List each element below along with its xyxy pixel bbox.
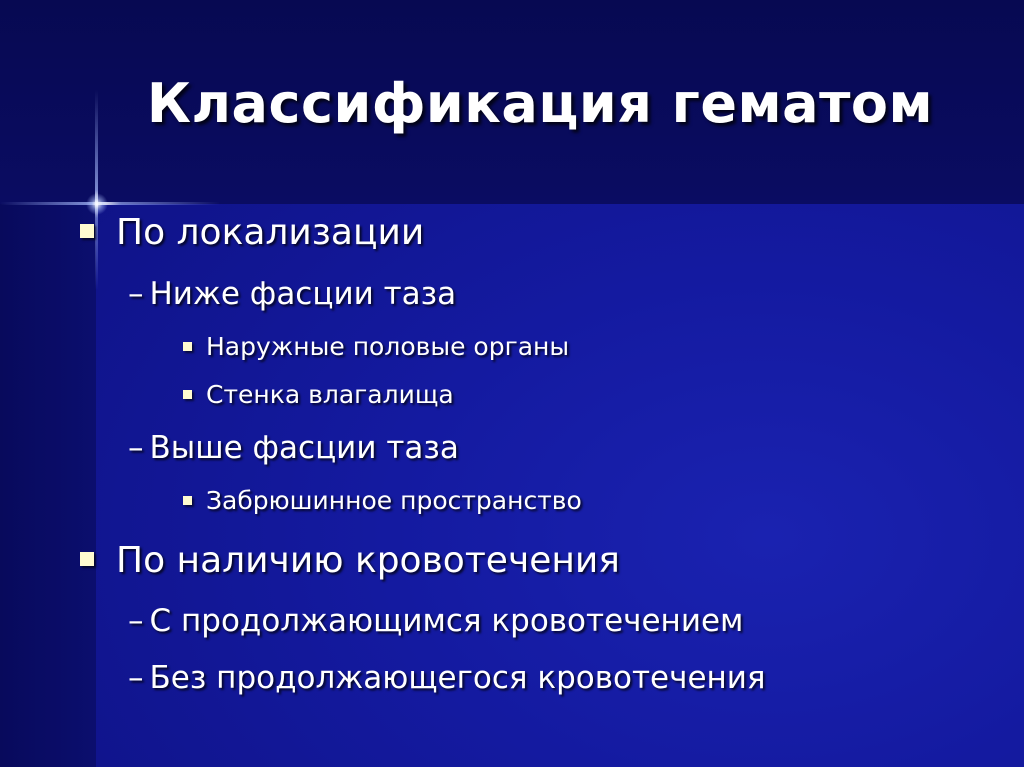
sub-item-text: Ниже фасции таза (149, 276, 457, 312)
sub-item (128, 430, 459, 466)
dash-marker: – (128, 276, 144, 312)
square-bullet-icon (183, 342, 192, 351)
sub-item (128, 660, 766, 696)
slide-title: Классификация гематом (146, 72, 934, 135)
light-flare-horizontal (0, 202, 220, 205)
dash-marker: – (128, 660, 144, 696)
sub-item (128, 276, 456, 312)
square-bullet-icon (80, 552, 94, 566)
sub-item-text: С продолжающимся кровотечением (149, 603, 744, 639)
square-bullet-icon (80, 224, 94, 238)
sub-sub-item-text: Наружные половые органы (206, 332, 570, 361)
bullet-text: По локализации (116, 212, 425, 253)
sub-sub-item-text: Забрюшинное пространство (206, 486, 582, 515)
dash-marker: – (128, 430, 144, 466)
sub-sub-item-text: Стенка влагалища (206, 380, 454, 409)
bullet-text: По наличию кровотечения (116, 540, 620, 581)
sub-item-text: Без продолжающегося кровотечения (149, 660, 766, 696)
bullet-item (80, 540, 620, 581)
square-bullet-icon (183, 496, 192, 505)
sub-item (128, 603, 743, 639)
bullet-item (80, 212, 424, 253)
sub-sub-item (183, 332, 569, 361)
dash-marker: – (128, 603, 144, 639)
sub-item-text: Выше фасции таза (149, 430, 459, 466)
sub-sub-item (183, 486, 582, 515)
sub-sub-item (183, 380, 454, 409)
square-bullet-icon (183, 390, 192, 399)
